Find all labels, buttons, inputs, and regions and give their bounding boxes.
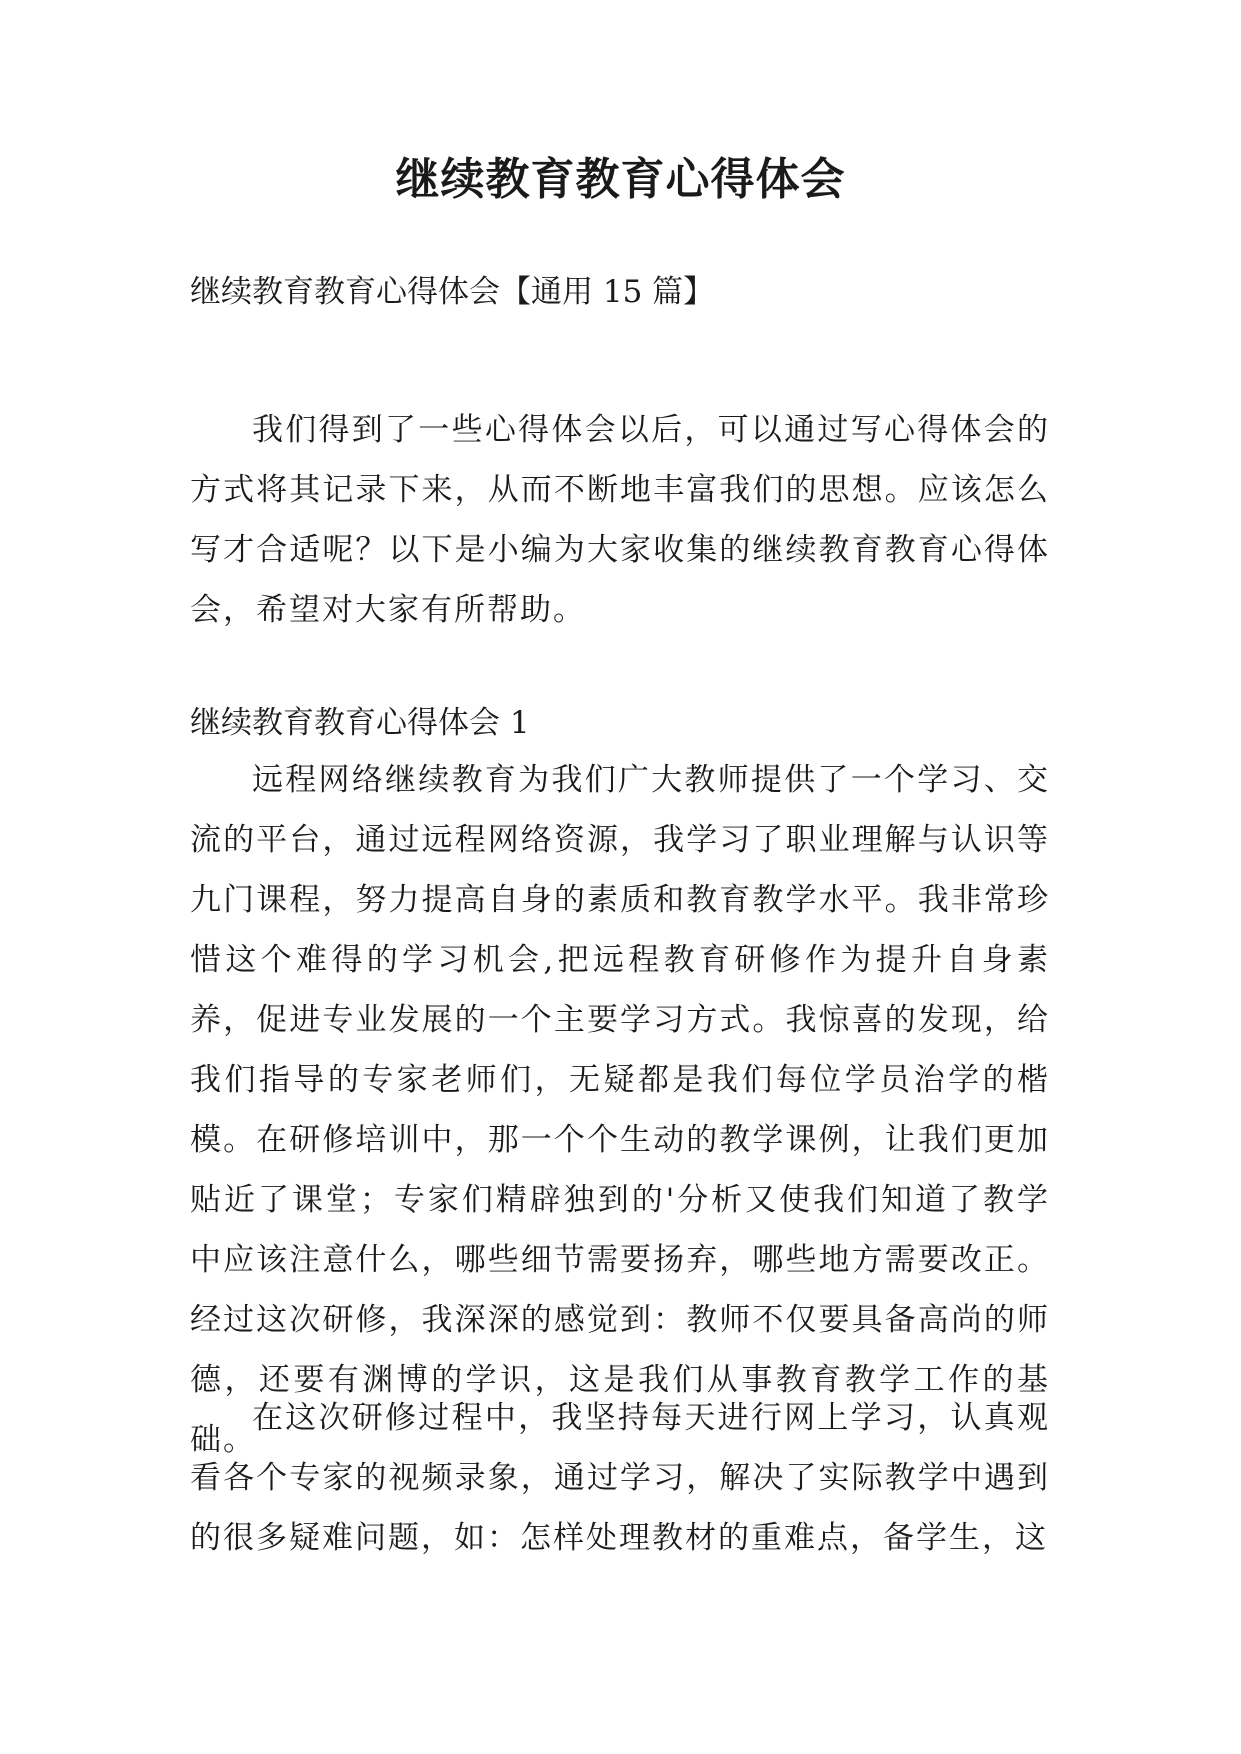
document-title: 继续教育教育心得体会 xyxy=(395,154,846,205)
section-heading: 继续教育教育心得体会 1 xyxy=(190,705,530,741)
intro-paragraph: 我们得到了一些心得体会以后，可以通过写心得体会的方式将其记录下来，从而不断地丰富我们的思想。应该怎么写才合适呢？以下是小编为大家收集的继续教育教育心得体会，希望对大家有所帮助。 xyxy=(190,412,1050,628)
document-subtitle: 继续教育教育心得体会【通用 15 篇】 xyxy=(190,274,715,310)
body-paragraph: 在这次研修过程中，我坚持每天进行网上学习，认真观看各个专家的视频录象，通过学习，解决了实际教学中遇到的很多疑难问题，如：怎样处理教材的重难点，备学生，这 xyxy=(190,1400,1050,1556)
body-paragraph: 远程网络继续教育为我们广大教师提供了一个学习、交流的平台，通过远程网络资源，我学习了职业理解与认识等九门课程，努力提高自身的素质和教育教学水平。我非常珍惜这个难得的学习机会,把远程教育研修作为提升自身素养，促进专业发展的一个主要学习方式。我惊喜的发现，给我们指导的专家老师们，无疑都是我们每位学员治学的楷模。在研修培训中，那一个个生动的教学课例，让我们更加贴近了课堂；专家们精辟独到的'分析又使我们知道了教学中应该注意什么，哪些细节需要扬弃，哪些地方需要改正。经过这次研修，我深深的感觉到：教师不仅要具备高尚的师德，还要有渊博的学识，这是我们从事教育教学工作的基础。 xyxy=(190,762,1050,1458)
